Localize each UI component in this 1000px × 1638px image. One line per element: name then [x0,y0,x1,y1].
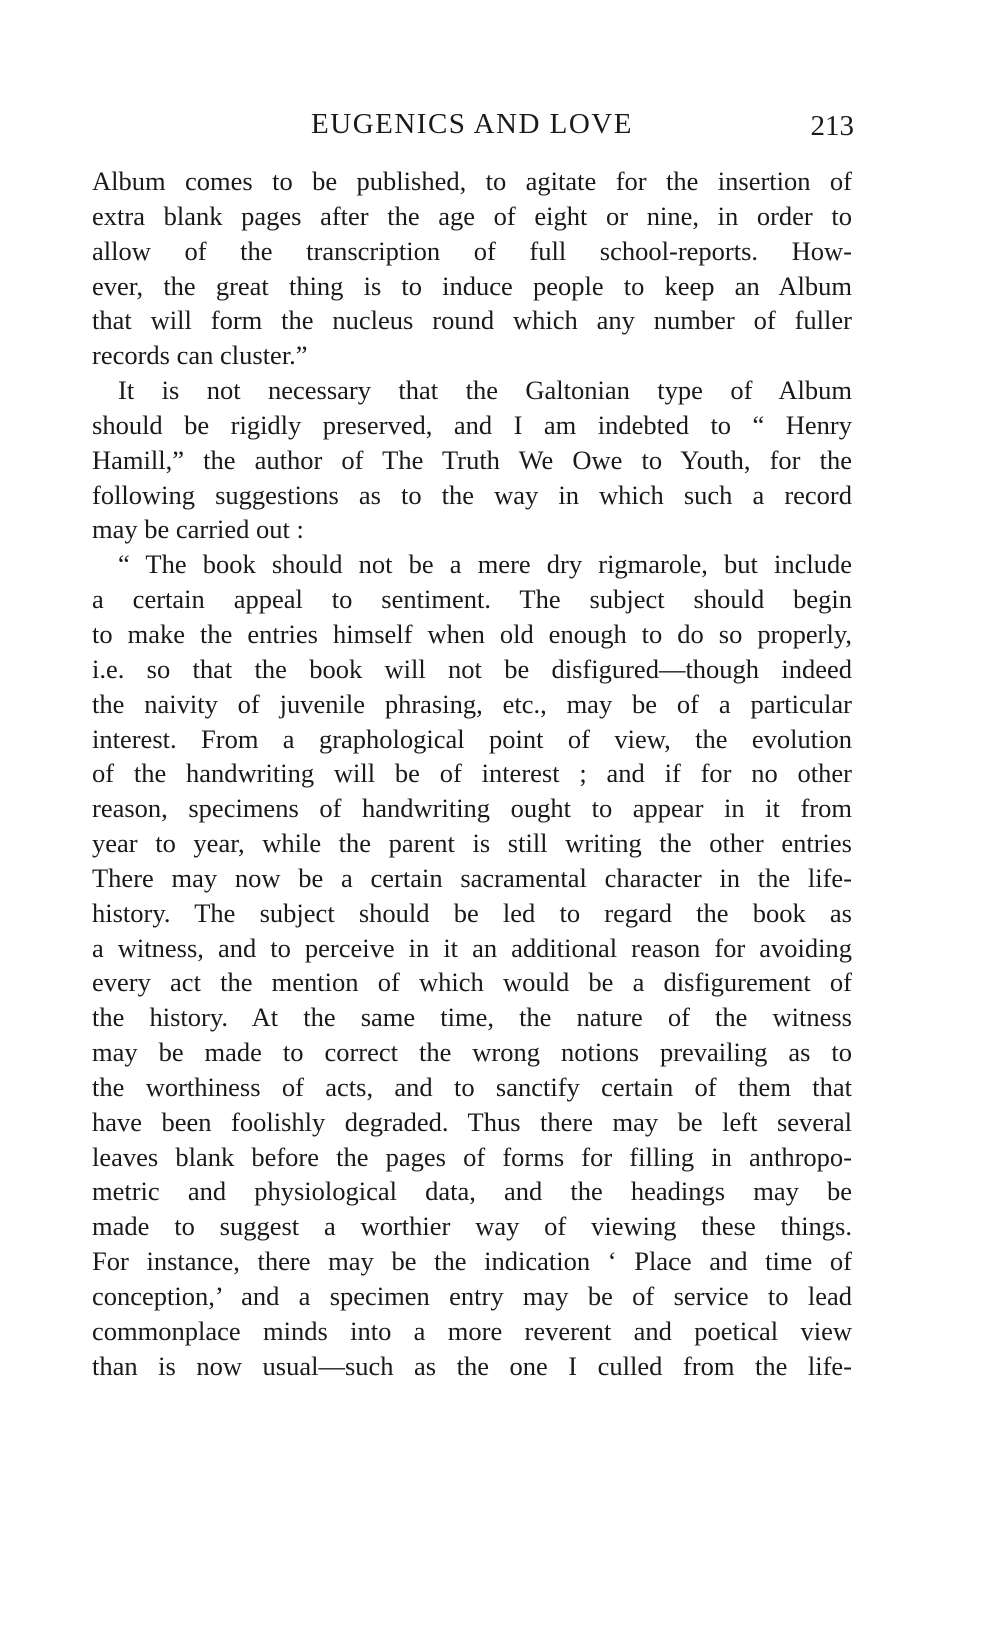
text-line: the worthiness of acts, and to sanctify certain of them that [92,1071,852,1102]
text-line: metric and physiological data, and the headings may be [92,1176,852,1207]
running-title: EUGENICS AND LOVE [311,108,633,140]
text-line: should be rigidly preserved, and I am indebted to “ Henry [92,409,852,440]
running-header [92,108,852,148]
text-line: the naivity of juvenile phrasing, etc., may be of a particular [92,688,852,719]
text-line: history. The subject should be led to regard the book as [92,897,852,928]
text-line: every act the mention of which would be a disfigurement of [92,967,852,998]
text-line: leaves blank before the pages of forms for filling in anthropo- [92,1141,852,1172]
text-line: interest. From a graphological point of view, the evolution [92,723,852,754]
text-line: extra blank pages after the age of eight or nine, in order to [92,200,852,231]
text-line: may be carried out : [92,514,304,545]
text-line: It is not necessary that the Galtonian type of Album [118,375,852,406]
text-line: reason, specimens of handwriting ought to appear in it from [92,793,852,824]
text-line: allow of the transcription of full school-reports. How- [92,235,852,266]
text-line: of the handwriting will be of interest ; and if for no other [92,758,852,789]
text-line: may be made to correct the wrong notions prevailing as to [92,1037,852,1068]
text-line: than is now usual—such as the one I culled from the life- [92,1350,852,1381]
text-line: following suggestions as to the way in which such a record [92,479,852,510]
text-line: a certain appeal to sentiment. The subject should begin [92,584,852,615]
text-line: commonplace minds into a more reverent and poetical view [92,1315,852,1346]
text-line: the history. At the same time, the nature of the witness [92,1002,852,1033]
text-line: ever, the great thing is to induce people to keep an Album [92,270,852,301]
text-line: There may now be a certain sacramental character in the life- [92,862,852,893]
text-line: year to year, while the parent is still writing the other entries [92,828,852,859]
text-line: Album comes to be published, to agitate for the insertion of [92,166,852,196]
text-line: For instance, there may be the indication ‘ Place and time of [92,1246,852,1277]
text-line: i.e. so that the book will not be disfigured—though indeed [92,653,852,684]
text-line: Hamill,” the author of The Truth We Owe to Youth, for the [92,444,852,475]
text-line: to make the entries himself when old enough to do so properly, [92,618,852,649]
text-line: “ The book should not be a mere dry rigmarole, but include [118,549,852,580]
body-text [92,164,852,1384]
page-number: 213 [810,110,854,142]
text-line: records can cluster.” [92,340,308,371]
text-line: have been foolishly degraded. Thus there may be left several [92,1106,852,1137]
text-line: conception,’ and a specimen entry may be of service to lead [92,1281,852,1311]
text-line: made to suggest a worthier way of viewing these things. [92,1211,852,1242]
text-line: a witness, and to perceive in it an additional reason for avoiding [92,932,852,963]
text-line: that will form the nucleus round which any number of fuller [92,305,852,336]
